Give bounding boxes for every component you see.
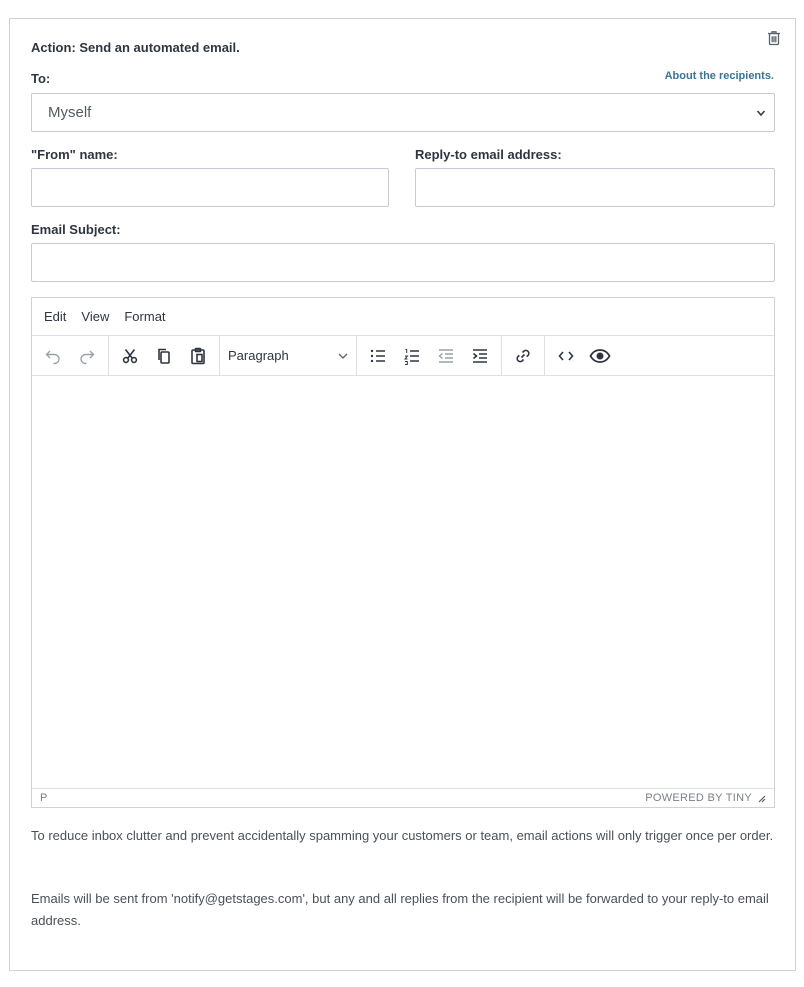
bullet-list-icon: [369, 347, 387, 365]
editor-content-area[interactable]: [32, 377, 774, 788]
action-title: Action: Send an automated email.: [31, 40, 240, 55]
editor-toolbar: [32, 336, 774, 376]
editor-statusbar: [32, 788, 774, 807]
bullet-list-button[interactable]: [361, 339, 395, 373]
menu-view[interactable]: View: [81, 309, 110, 324]
chevron-down-icon: [756, 108, 766, 118]
clipboard-icon: [189, 347, 207, 365]
resize-handle-icon[interactable]: [756, 793, 766, 803]
block-format-group: [220, 336, 357, 375]
scissors-icon: [121, 347, 139, 365]
block-format-select[interactable]: [220, 348, 356, 363]
paste-button[interactable]: [181, 339, 215, 373]
view-group: [545, 336, 621, 375]
copy-icon: [155, 347, 173, 365]
from-name-label: "From" name:: [31, 147, 118, 162]
menu-format[interactable]: Format: [124, 309, 166, 324]
recipient-select-value: Myself: [48, 104, 92, 121]
email-subject-input[interactable]: [31, 243, 775, 282]
numbered-list-button[interactable]: [395, 339, 429, 373]
email-subject-label: Email Subject:: [31, 222, 121, 237]
reply-to-label: Reply-to email address:: [415, 147, 562, 162]
outdent-icon: [437, 347, 455, 365]
preview-button[interactable]: [583, 339, 617, 373]
undo-icon: [44, 347, 62, 365]
code-icon: [557, 347, 575, 365]
cut-button[interactable]: [113, 339, 147, 373]
about-recipients-link[interactable]: About the recipients.: [664, 70, 774, 82]
outdent-button[interactable]: [429, 339, 463, 373]
email-action-card: [9, 18, 796, 971]
editor-menubar: [32, 298, 774, 336]
eye-icon: [589, 347, 611, 365]
to-label: To:: [31, 71, 51, 86]
redo-icon: [78, 347, 96, 365]
element-path[interactable]: P: [40, 792, 48, 804]
block-format-value: Paragraph: [228, 348, 289, 363]
from-name-input[interactable]: [31, 168, 389, 207]
source-code-button[interactable]: [549, 339, 583, 373]
insert-link-button[interactable]: [506, 339, 540, 373]
clipboard-group: [109, 336, 220, 375]
copy-button[interactable]: [147, 339, 181, 373]
link-group: [502, 336, 545, 375]
numbered-list-icon: [403, 347, 421, 365]
recipient-select[interactable]: [31, 93, 775, 132]
chevron-down-icon: [338, 351, 348, 361]
link-icon: [514, 347, 532, 365]
once-per-order-note: To reduce inbox clutter and prevent accidentally spamming your customers or team, email actions will only trigger once per order.: [31, 828, 774, 843]
indent-icon: [471, 347, 489, 365]
redo-button[interactable]: [70, 339, 104, 373]
undo-button[interactable]: [36, 339, 70, 373]
rich-text-editor: [31, 297, 775, 808]
reply-forwarding-note: Emails will be sent from 'notify@getstages.com', but any and all replies from the recipient will be forwarded to your reply-to email address.: [31, 891, 769, 928]
tiny-branding-link[interactable]: POWERED BY TINY: [645, 792, 752, 804]
trash-icon[interactable]: [767, 30, 781, 46]
indent-button[interactable]: [463, 339, 497, 373]
menu-edit[interactable]: Edit: [44, 309, 67, 324]
reply-to-email-input[interactable]: [415, 168, 775, 207]
history-group: [32, 336, 109, 375]
list-group: [357, 336, 502, 375]
